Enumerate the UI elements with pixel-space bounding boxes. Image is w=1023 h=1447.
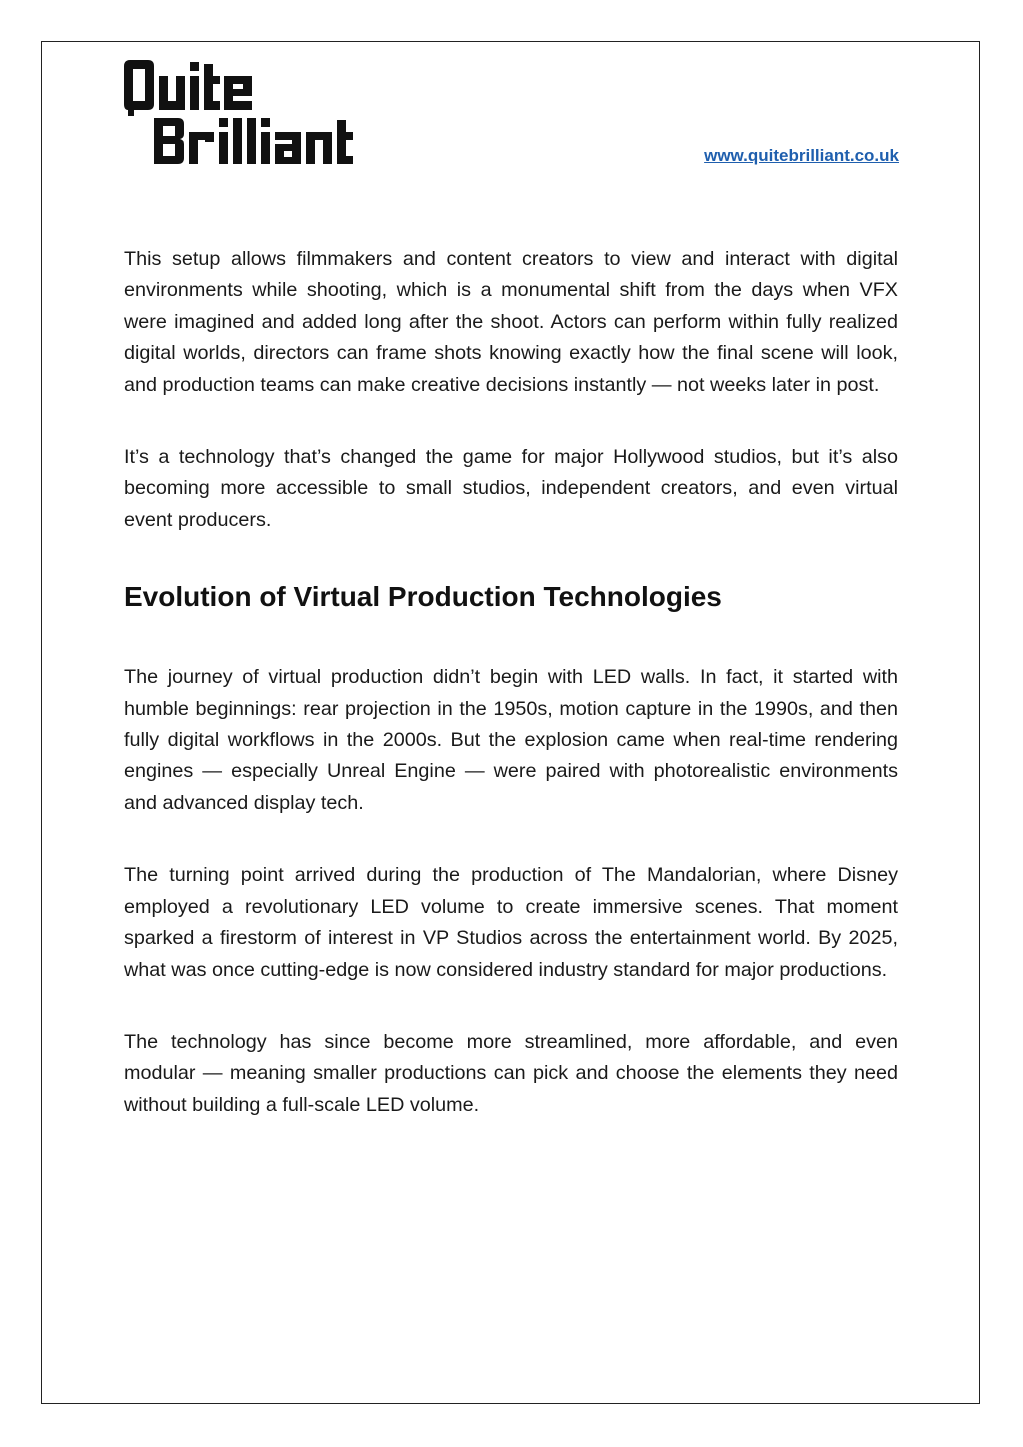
paragraph-accessibility: It’s a technology that’s changed the game for major Hollywood studios, but it’s also becoming more accessible to small studios, independent creators, and even virtual event producers. [124,446,898,531]
section-heading: Evolution of Virtual Production Technologies [124,581,722,613]
paragraph-mandalorian: The turning point arrived during the production of The Mandalorian, where Disney employed a revolutionary LED volume to create immersive scenes. That moment sparked a firestorm of interest in VP Studios across the entertainment world. By 2025, what was once cutting-edge is now considered industry standard for major productions. [124,864,898,981]
document-body [124,244,898,1162]
logo-wordmark [124,60,370,166]
paragraph-modular: The technology has since become more streamlined, more affordable, and even modular — meaning smaller productions can pick and choose the elements they need without building a full-scale LED volume. [124,1030,898,1116]
paragraph-intro: This setup allows filmmakers and content creators to view and interact with digital environments while shooting, which is a monumental shift from the days when VFX were imagined and added long after the shoot. Actors can perform within fully realized digital worlds, directors can frame shots knowing exactly how the final scene will look, and production teams can make creative decisions instantly — not weeks later in post. [124,248,898,396]
quite-brilliant-logo [124,60,370,166]
paragraph-history: The journey of virtual production didn’t begin with LED walls. In fact, it started with humble beginnings: rear projection in the 1950s, motion capture in the 1990s, and then fully digital workflows in the 2000s. But the explosion came when real-time rendering engines — especially Unreal Engine — were paired with photorealistic environments and advanced display tech. [124,666,898,814]
website-link[interactable]: www.quitebrilliant.co.uk [704,146,899,165]
